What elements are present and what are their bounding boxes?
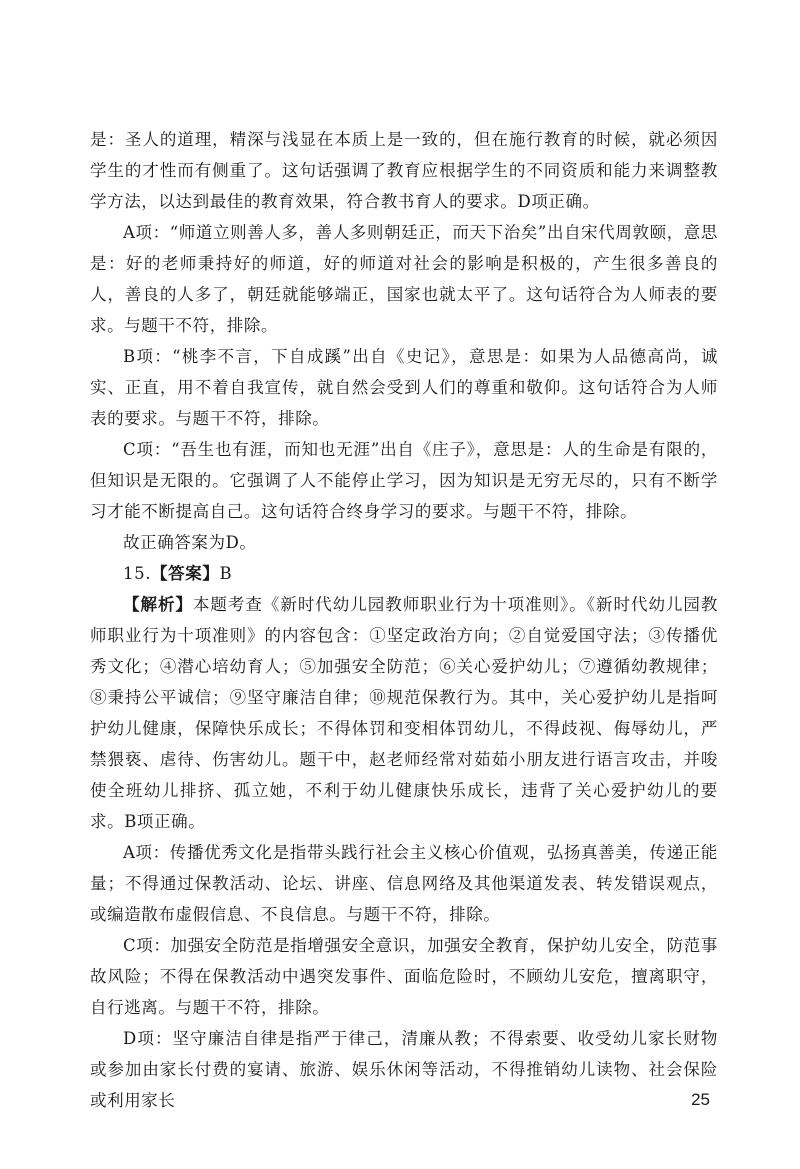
answer-value: B [219, 564, 233, 583]
page-number: 25 [691, 1090, 710, 1109]
document-body [90, 124, 718, 1116]
paragraph-option-a: A项：“师道立则善人多，善人多则朝廷正，而天下治矣”出自宋代周敦颐，意思是：好的老师秉持好的师道，好的师道对社会的影响是积极的，产生很多善良的人，善良的人多了，朝廷就能够端正，国家也就太平了。这句话符合为人师表的要求。与题干不符，排除。 [90, 223, 718, 335]
analysis-label: 【解析】 [123, 595, 193, 614]
paragraph-question-15-answer [90, 558, 718, 589]
answer-label: 【答案】 [151, 564, 220, 583]
analysis-text: 本题考查《新时代幼儿园教师职业行为十项准则》。《新时代幼儿园教师职业行为十项准则》的内容包含：①坚定政治方向；②自觉爱国守法；③传播优秀文化；④潜心培幼育人；⑤加强安全防范；⑥关心爱护幼儿；⑦遵循幼教规律；⑧秉持公平诚信；⑨坚守廉洁自律；⑩规范保教行为。其中，关心爱护幼儿是指呵护幼儿健康，保障快乐成长；不得体罚和变相体罚幼儿，不得歧视、侮辱幼儿，严禁猥亵、虐待、伤害幼儿。题干中，赵老师经常对茹茹小朋友进行语言攻击，并唆使全班幼儿排挤、孤立她，不利于幼儿健康快乐成长，违背了关心爱护幼儿的要求。B项正确。 [90, 595, 718, 831]
paragraph-analysis-option-d: D项：坚守廉洁自律是指严于律己，清廉从教；不得索要、收受幼儿家长财物或参加由家长付费的宴请、旅游、娱乐休闲等活动，不得推销幼儿读物、社会保险或利用家长 [90, 1029, 718, 1110]
paragraph-analysis-option-a: A项：传播优秀文化是指带头践行社会主义核心价值观，弘扬真善美，传递正能量；不得通过保教活动、论坛、讲座、信息网络及其他渠道发表、转发错误观点，或编造散布虚假信息、不良信息。与题干不符，排除。 [90, 843, 718, 924]
paragraph-answer-summary: 故正确答案为D。 [123, 533, 257, 552]
paragraph-analysis [90, 589, 718, 837]
paragraph-option-c: C项：“吾生也有涯，而知也无涯”出自《庄子》，意思是：人的生命是有限的，但知识是无限的。它强调了人不能停止学习，因为知识是无穷无尽的，只有不断学习才能不断提高自己。这句话符合终身学习的要求。与题干不符，排除。 [90, 440, 718, 521]
paragraph-analysis-option-c: C项：加强安全防范是指增强安全意识，加强安全教育，保护幼儿安全，防范事故风险；不得在保教活动中遇突发事件、面临危险时，不顾幼儿安危，擅离职守，自行逃离。与题干不符，排除。 [90, 936, 718, 1017]
question-number: 15. [123, 564, 152, 583]
paragraph-continuation: 是：圣人的道理，精深与浅显在本质上是一致的，但在施行教育的时候，就必须因学生的才性而有侧重了。这句话强调了教育应根据学生的不同资质和能力来调整教学方法，以达到最佳的教育效果，符合教书育人的要求。D项正确。 [90, 130, 718, 211]
paragraph-option-b: B项：“桃李不言，下自成蹊”出自《史记》，意思是：如果为人品德高尚，诚实、正直，用不着自我宣传，就自然会受到人们的尊重和敬仰。这句话符合为人师表的要求。与题干不符，排除。 [90, 347, 718, 428]
